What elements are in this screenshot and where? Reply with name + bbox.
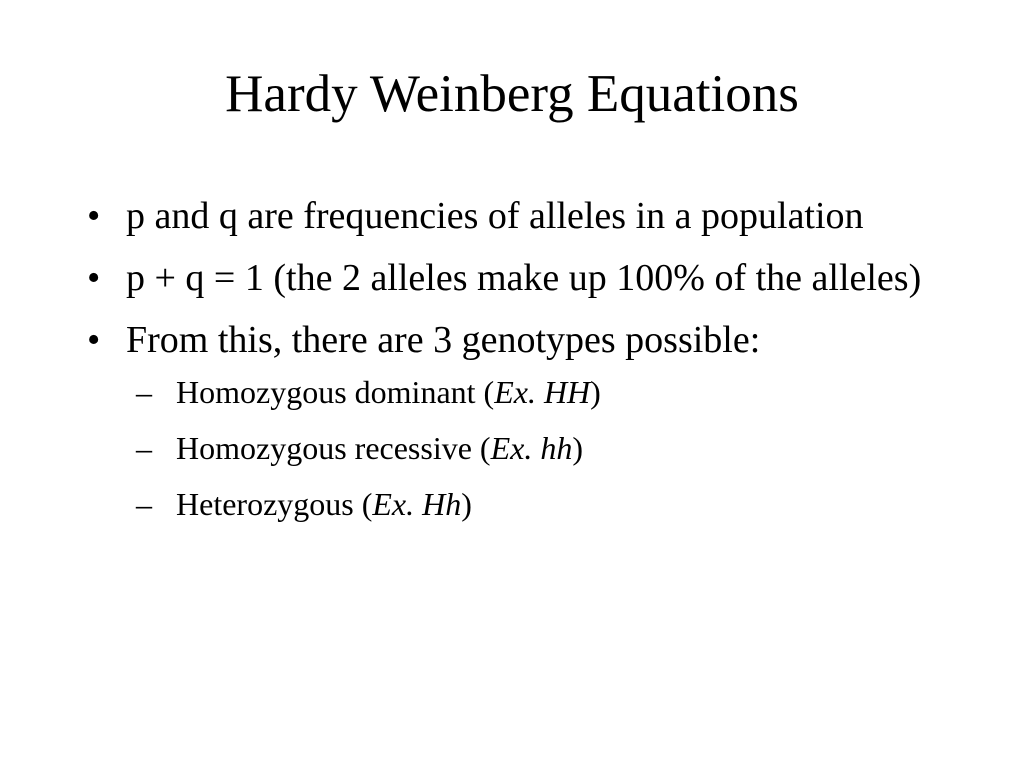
sub-bullet-suffix: ) <box>572 430 583 466</box>
bullet-text: From this, there are 3 genotypes possible: <box>126 319 761 361</box>
slide-title: Hardy Weinberg Equations <box>225 65 799 123</box>
sub-bullet-prefix: Homozygous recessive ( <box>176 430 491 466</box>
sub-bullet-example: Ex. HH <box>494 374 591 410</box>
sub-bullet-item <box>131 482 955 526</box>
sub-bullet-item <box>131 370 955 414</box>
bullet-marker: • <box>87 257 101 299</box>
dash-marker: – <box>136 430 152 466</box>
sub-bullet-suffix: ) <box>461 486 472 522</box>
bullet-item <box>85 190 955 242</box>
sub-bullet-prefix: Homozygous dominant ( <box>176 374 495 410</box>
bullet-marker: • <box>87 195 101 237</box>
bullet-marker: • <box>87 319 101 361</box>
bullet-list <box>85 190 955 538</box>
dash-marker: – <box>136 374 152 410</box>
sub-bullet-example: Ex. Hh <box>372 486 462 522</box>
genotype-sub-list <box>126 370 955 526</box>
bullet-item <box>85 252 955 304</box>
bullet-text: p + q = 1 (the 2 alleles make up 100% of the alleles) <box>126 257 922 299</box>
bullet-text: p and q are frequencies of alleles in a population <box>126 195 864 237</box>
sub-bullet-example: Ex. hh <box>490 430 573 466</box>
sub-bullet-item <box>131 426 955 470</box>
dash-marker: – <box>136 486 152 522</box>
sub-bullet-prefix: Heterozygous ( <box>176 486 373 522</box>
sub-bullet-suffix: ) <box>590 374 601 410</box>
bullet-item <box>85 314 955 526</box>
